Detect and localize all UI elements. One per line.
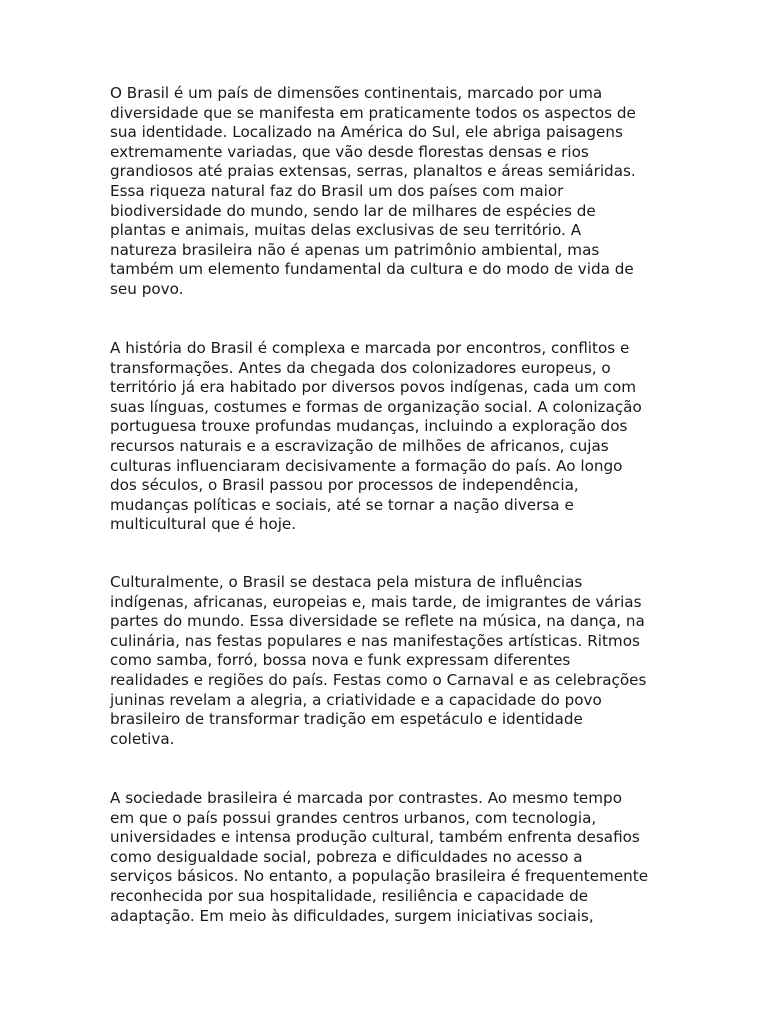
text-line: reconhecida por sua hospitalidade, resiliência e capacidade de (110, 886, 589, 905)
text-line: diversidade que se manifesta em praticamente todos os aspectos de (110, 103, 636, 122)
text-line: adaptação. Em meio às dificuldades, surgem iniciativas sociais, (110, 906, 594, 925)
paragraph-natural-diversity (110, 84, 670, 300)
text-line: como samba, forró, bossa nova e funk expressam diferentes (110, 651, 571, 670)
text-line: culinária, nas festas populares e nas manifestações artísticas. Ritmos (110, 631, 640, 650)
text-line: como desigualdade social, pobreza e dificuldades no acesso a (110, 847, 583, 866)
text-line: em que o país possui grandes centros urbanos, com tecnologia, (110, 808, 597, 827)
text-line: transformações. Antes da chegada dos colonizadores europeus, o (110, 358, 611, 377)
text-line: indígenas, africanas, europeias e, mais tarde, de imigrantes de várias (110, 592, 642, 611)
text-line: seu povo. (110, 279, 184, 298)
text-line: território já era habitado por diversos povos indígenas, cada um com (110, 378, 637, 397)
text-line: serviços básicos. No entanto, a população brasileira é frequentemente (110, 867, 649, 886)
paragraph-culture (110, 573, 670, 749)
text-line: multicultural que é hoje. (110, 515, 297, 534)
paragraph-society (110, 789, 670, 926)
paragraph-history (110, 339, 670, 535)
text-line: universidades e intensa produção cultural, também enfrenta desafios (110, 828, 640, 847)
text-line: sua identidade. Localizado na América do Sul, ele abriga paisagens (110, 123, 623, 142)
text-line: extremamente variadas, que vão desde florestas densas e rios (110, 142, 589, 161)
text-line: dos séculos, o Brasil passou por processos de independência, (110, 476, 579, 495)
text-line: realidades e regiões do país. Festas como o Carnaval e as celebrações (110, 670, 647, 689)
text-line: brasileiro de transformar tradição em espetáculo e identidade (110, 710, 583, 729)
text-line: biodiversidade do mundo, sendo lar de milhares de espécies de (110, 201, 596, 220)
text-line: grandiosos até praias extensas, serras, planaltos e áreas semiáridas. (110, 162, 636, 181)
text-line: A história do Brasil é complexa e marcada por encontros, conflitos e (110, 339, 630, 357)
text-line: plantas e animais, muitas delas exclusivas de seu território. A (110, 221, 582, 240)
text-line: recursos naturais e a escravização de milhões de africanos, cujas (110, 436, 609, 455)
text-line: natureza brasileira não é apenas um patrimônio ambiental, mas (110, 240, 600, 259)
text-line: O Brasil é um país de dimensões continentais, marcado por uma (110, 84, 603, 102)
text-line: portuguesa trouxe profundas mudanças, incluindo a exploração dos (110, 417, 628, 436)
text-line: Culturalmente, o Brasil se destaca pela mistura de influências (110, 573, 583, 591)
text-line: coletiva. (110, 729, 175, 748)
text-line: A sociedade brasileira é marcada por contrastes. Ao mesmo tempo (110, 789, 622, 807)
text-line: também um elemento fundamental da cultura e do modo de vida de (110, 260, 634, 279)
text-line: mudanças políticas e sociais, até se tornar a nação diversa e (110, 495, 574, 514)
text-line: juninas revelam a alegria, a criatividade e a capacidade do povo (110, 690, 602, 709)
text-line: suas línguas, costumes e formas de organização social. A colonização (110, 397, 642, 416)
text-line: culturas influenciaram decisivamente a formação do país. Ao longo (110, 456, 623, 475)
text-line: Essa riqueza natural faz do Brasil um dos países com maior (110, 181, 564, 200)
text-line: partes do mundo. Essa diversidade se reflete na música, na dança, na (110, 612, 645, 631)
